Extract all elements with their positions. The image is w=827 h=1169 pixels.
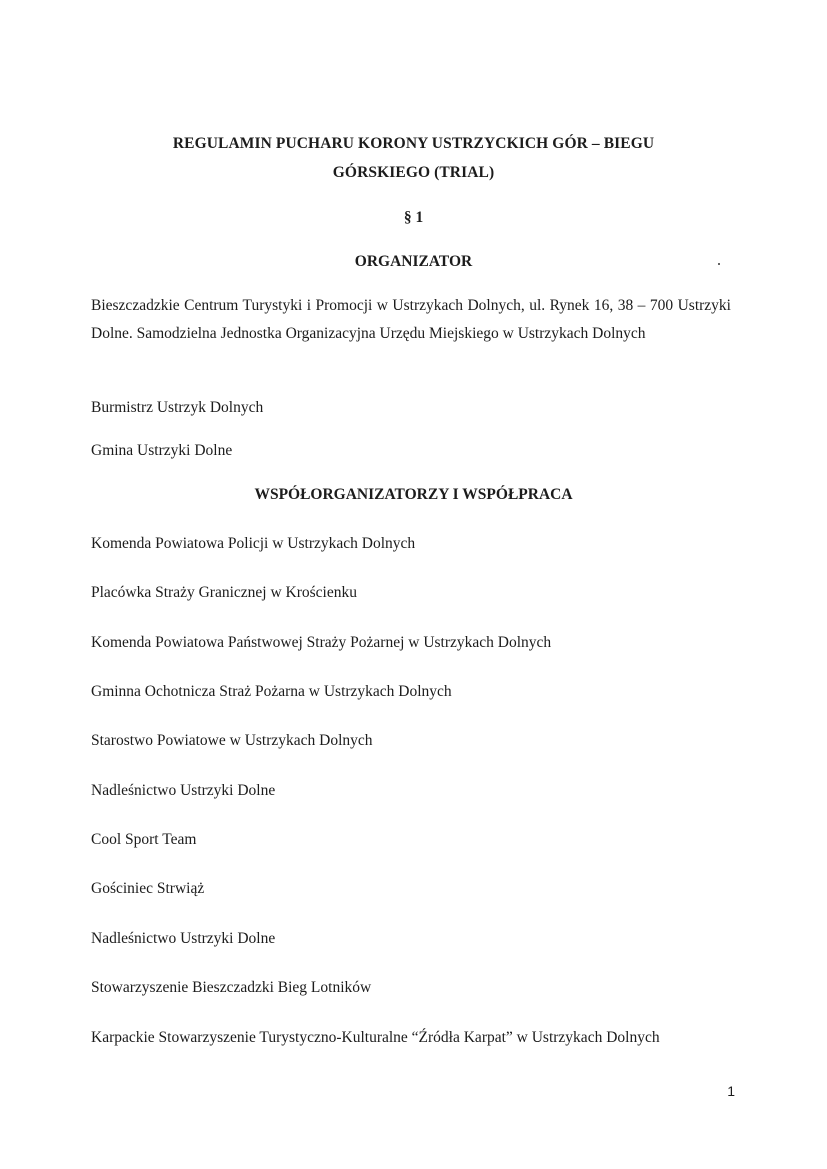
coorganizer-item: Nadleśnictwo Ustrzyki Dolne xyxy=(91,782,276,799)
coorganizer-item: Placówka Straży Granicznej w Krościenku xyxy=(91,584,357,601)
scan-speck xyxy=(718,263,720,265)
coorganizer-item: Karpackie Stowarzyszenie Turystyczno-Kulturalne “Źródła Karpat” w Ustrzykach Dolnych xyxy=(91,1029,660,1046)
coorganizer-item: Gościniec Strwiąż xyxy=(91,880,205,897)
organizer-heading: ORGANIZATOR xyxy=(354,253,473,270)
coorganizer-item: Nadleśnictwo Ustrzyki Dolne xyxy=(91,930,276,947)
coorganizer-item: Cool Sport Team xyxy=(91,831,197,848)
document-title-line-2: GÓRSKIEGO (TRIAL) xyxy=(332,164,495,181)
organizer-line: Burmistrz Ustrzyk Dolnych xyxy=(91,399,264,416)
coorganizer-item: Komenda Powiatowa Państwowej Straży Pożarnej w Ustrzykach Dolnych xyxy=(91,634,552,651)
page-number: 1 xyxy=(727,1083,735,1099)
section-mark: § 1 xyxy=(403,209,424,226)
organizer-paragraph: Bieszczadzkie Centrum Turystyki i Promocji w Ustrzykach Dolnych, ul. Rynek 16, 38 – 700 Ustrzyki Dolne. Samodzielna Jednostka Organizacyjna Urzędu Miejskiego w Ustrzykach Dolnych xyxy=(91,297,731,342)
coorganizer-item: Stowarzyszenie Bieszczadzki Bieg Lotników xyxy=(91,979,372,996)
coorganizers-heading: WSPÓŁORGANIZATORZY I WSPÓŁPRACA xyxy=(254,486,573,503)
organizer-line: Gmina Ustrzyki Dolne xyxy=(91,442,233,459)
coorganizer-item: Starostwo Powiatowe w Ustrzykach Dolnych xyxy=(91,732,373,749)
document-title-line-1: REGULAMIN PUCHARU KORONY USTRZYCKICH GÓR – BIEGU xyxy=(172,135,655,152)
coorganizer-item: Gminna Ochotnicza Straż Pożarna w Ustrzykach Dolnych xyxy=(91,683,452,700)
coorganizer-item: Komenda Powiatowa Policji w Ustrzykach Dolnych xyxy=(91,535,416,552)
